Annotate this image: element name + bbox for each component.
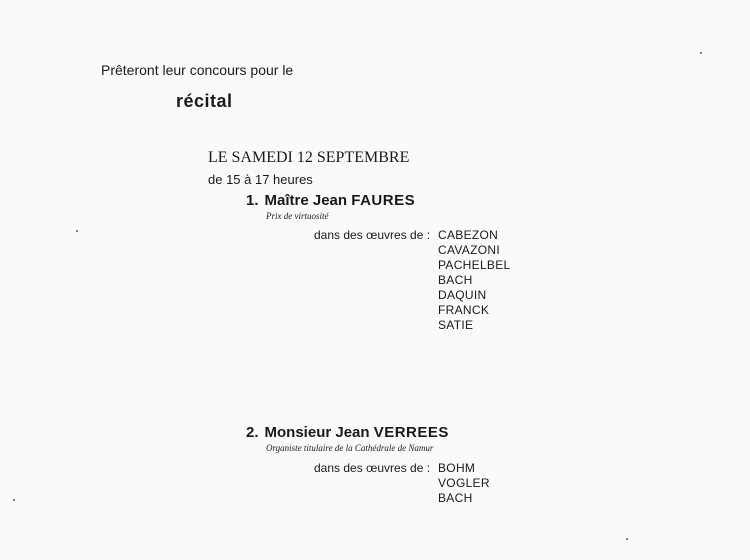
composer-item: CABEZON bbox=[438, 228, 499, 242]
composer-item: DAQUIN bbox=[438, 288, 487, 302]
performer-2-composer-list bbox=[438, 461, 490, 506]
composer-item: PACHELBEL bbox=[438, 258, 511, 272]
performer-2-name bbox=[246, 424, 449, 441]
performer-1-name bbox=[246, 192, 415, 209]
composer-item: BOHM bbox=[438, 461, 476, 475]
performer-1-first-name: Maître Jean bbox=[264, 192, 348, 209]
scan-speck bbox=[626, 538, 628, 540]
intro-text: Prêteront leur concours pour le bbox=[101, 62, 294, 78]
composer-item: SATIE bbox=[438, 318, 474, 332]
scan-speck bbox=[76, 230, 78, 232]
composer-item: FRANCK bbox=[438, 303, 490, 317]
performer-2-subtitle: Organiste titulaire de la Cathédrale de Namur bbox=[266, 443, 434, 453]
event-hours: de 15 à 17 heures bbox=[208, 172, 313, 187]
performer-1-composer-list bbox=[438, 228, 511, 333]
composer-item: BACH bbox=[438, 491, 473, 505]
performer-1-works-label: dans des œuvres de : bbox=[314, 228, 431, 242]
performer-2-number: 2. bbox=[246, 424, 259, 441]
performer-1-number: 1. bbox=[246, 192, 259, 209]
performer-1-subtitle: Prix de virtuosité bbox=[266, 211, 329, 221]
performer-1-last-name: FAURES bbox=[351, 192, 416, 209]
scan-speck bbox=[13, 499, 15, 501]
composer-item: CAVAZONI bbox=[438, 243, 500, 257]
scan-speck bbox=[700, 52, 702, 54]
composer-item: VOGLER bbox=[438, 476, 490, 490]
performer-2-first-name: Monsieur Jean bbox=[264, 424, 370, 441]
recital-title: récital bbox=[176, 91, 233, 111]
performer-2-last-name: VERREES bbox=[373, 424, 449, 441]
performer-2-works-label: dans des œuvres de : bbox=[314, 461, 431, 475]
event-date: LE SAMEDI 12 SEPTEMBRE bbox=[208, 149, 410, 166]
composer-item: BACH bbox=[438, 273, 473, 287]
